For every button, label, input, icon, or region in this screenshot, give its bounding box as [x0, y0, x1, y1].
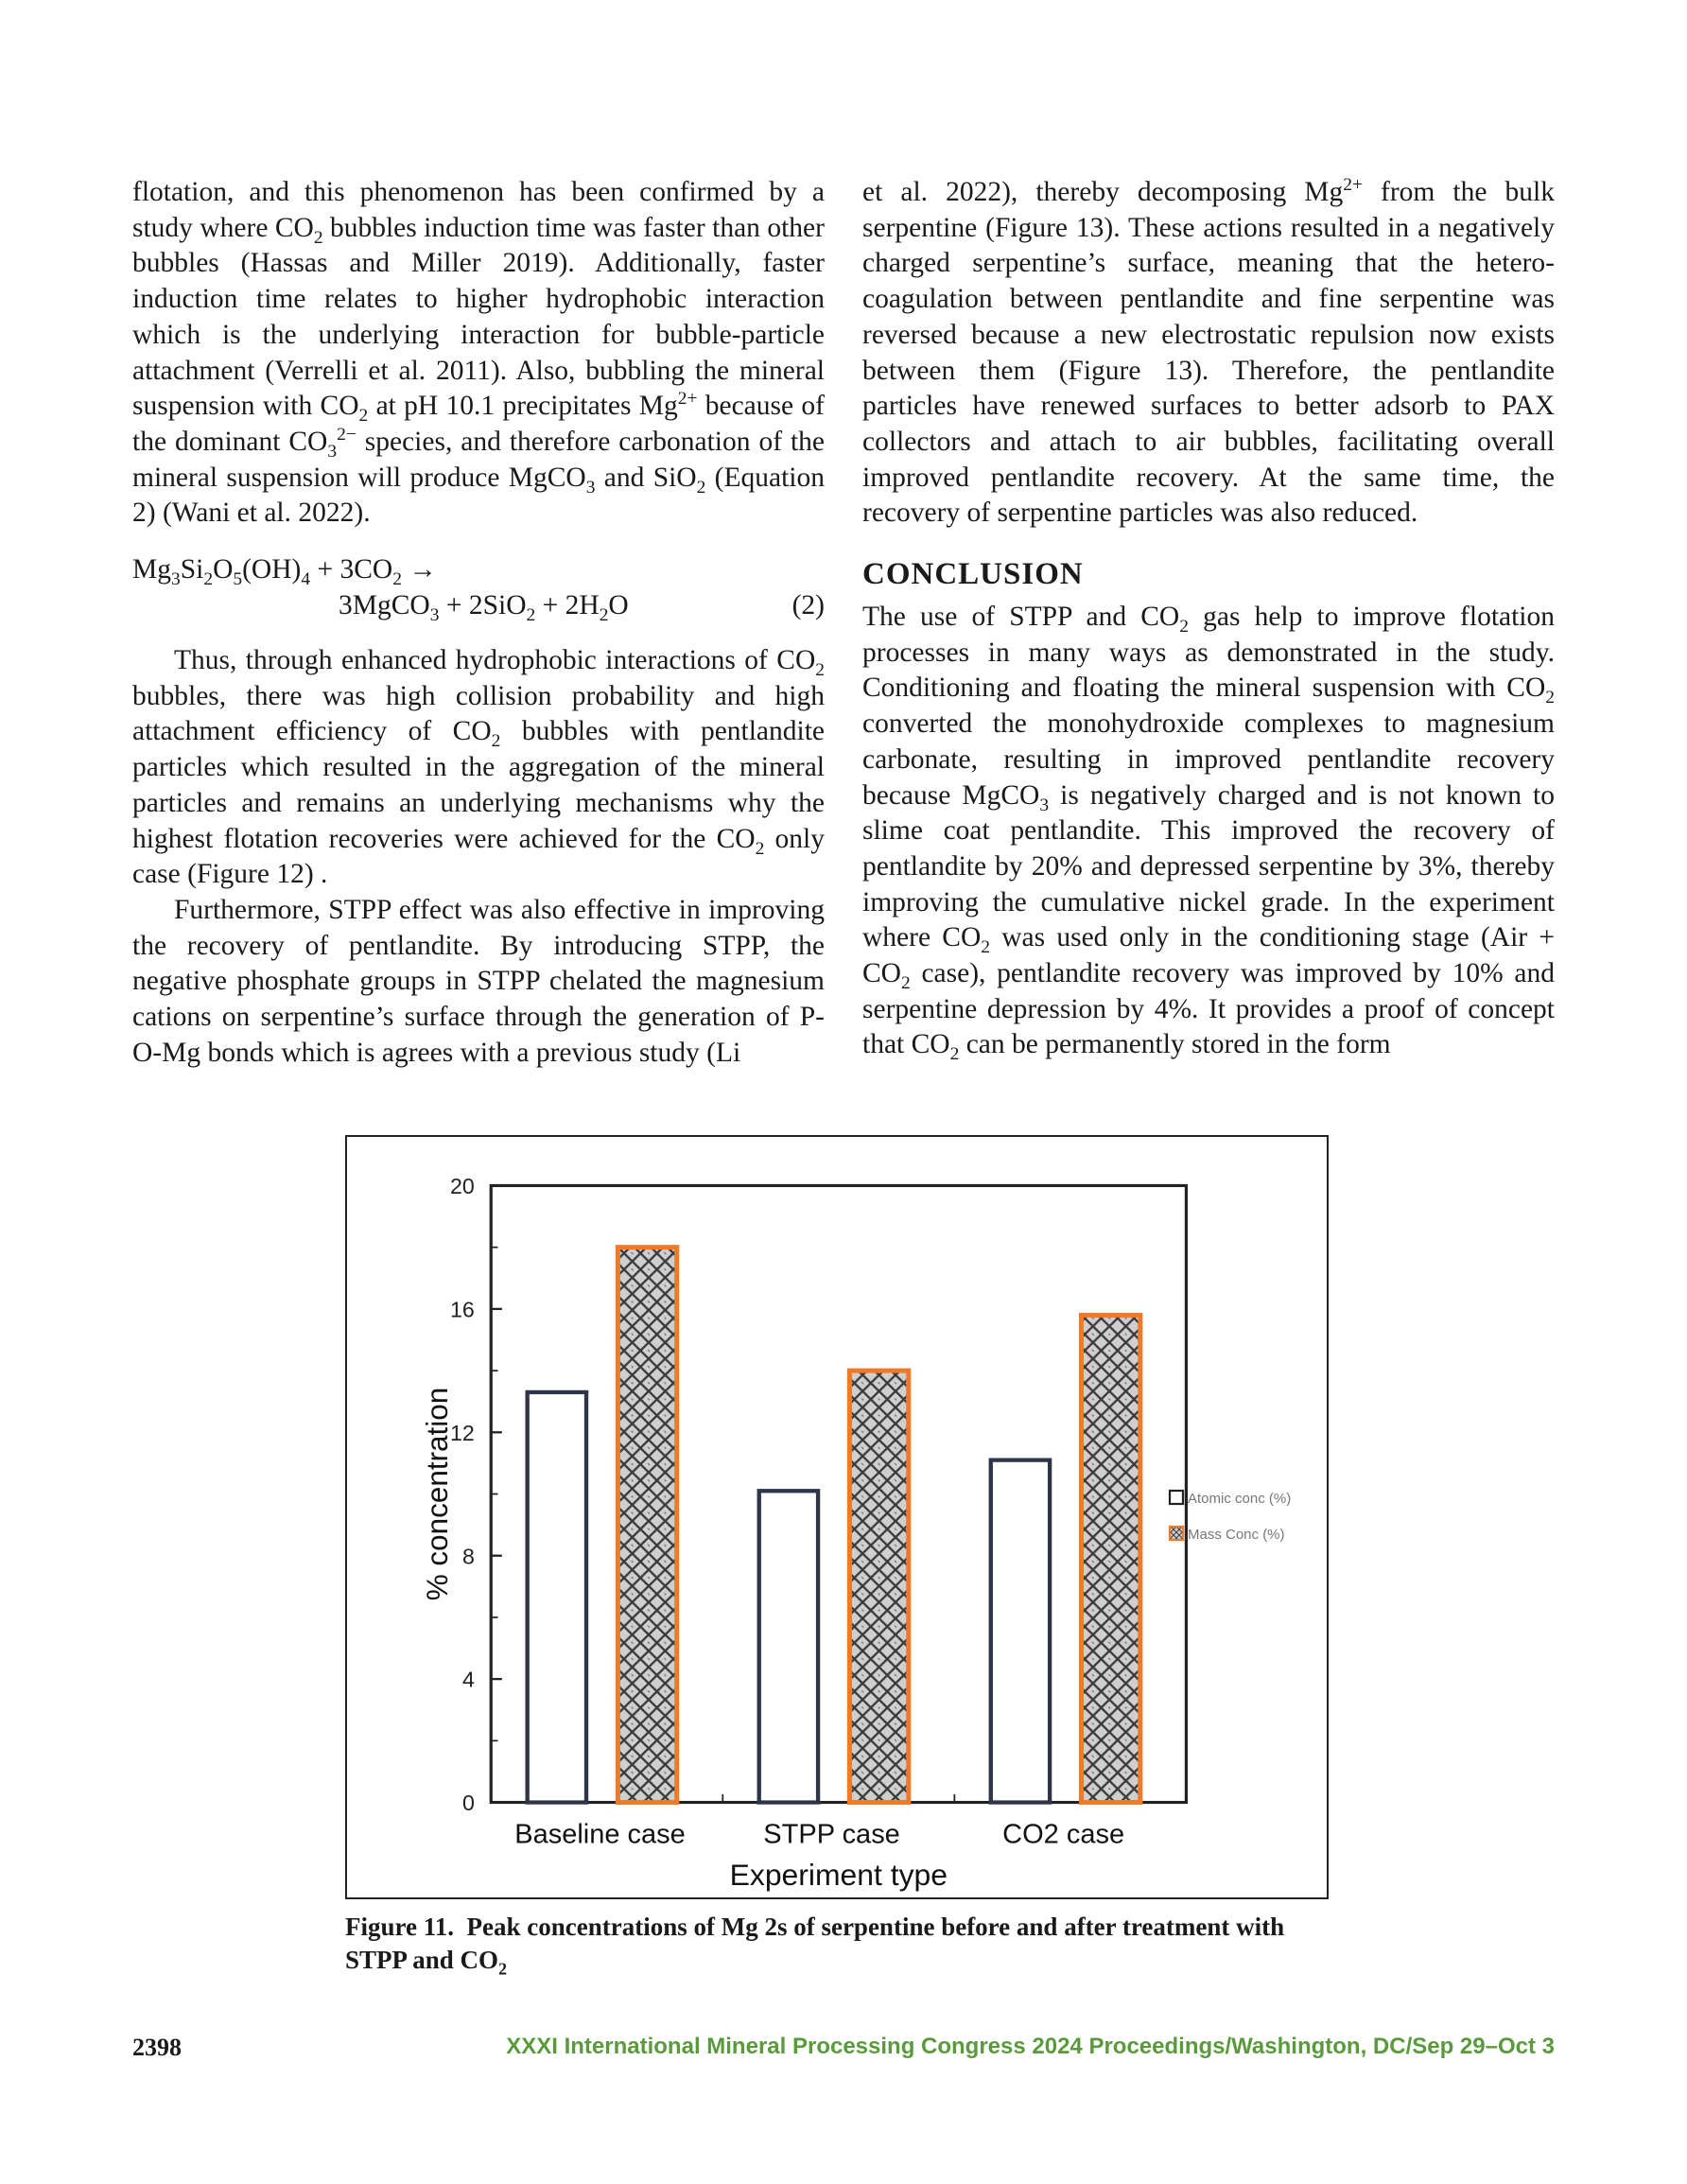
x-axis-label: Experiment type [729, 1857, 948, 1892]
legend-label: Atomic conc (%) [1188, 1491, 1292, 1507]
bar-atomic-1 [759, 1491, 818, 1802]
paragraph: flotation, and this phenomenon has been confirmed by a study where $CO_2$ bubbles induction time was faster than other bubbles (Hassas and Miller 2019). Additionally, faster induction time relates to higher hydrophobic interaction which is the underlying interaction for bubble-particle attachment (Verrelli et al. 2011). Also, bubbling the mineral suspension with $CO_2$ at pH 10.1 precipitates $Mg^{2+}$ because of the dominant $CO_3^{2-}$ species, and therefore carbonation of the mineral suspension will produce MgCO$_3$ and SiO$_2$ (Equation 2) (Wani et al. 2022). [132, 177, 826, 529]
figure-11 [345, 1135, 1329, 1899]
y-tick-label: 0 [461, 1791, 475, 1816]
y-tick-label: 4 [461, 1667, 475, 1692]
legend-swatch-0 [1170, 1491, 1183, 1504]
y-tick-label: 16 [450, 1297, 475, 1322]
equation-2 [132, 552, 825, 626]
bar-mass-1 [849, 1371, 908, 1802]
right-column [862, 175, 1555, 1063]
bar-mass-2 [1081, 1315, 1139, 1802]
y-axis-label: % concentration [419, 1387, 454, 1601]
bar-atomic-0 [528, 1392, 586, 1803]
figure-frame [346, 1136, 1328, 1898]
x-tick-label: STPP case [763, 1819, 900, 1850]
figure-caption-text: Peak concentrations of Mg 2s of serpentine before and after treatment with STPP and $CO_2$ [345, 1913, 1285, 1979]
left-column [132, 175, 825, 1071]
page-number: 2398 [132, 2034, 182, 2061]
bar-mass-0 [617, 1248, 676, 1803]
paragraph: The use of STPP and $CO_2$ gas help to improve flotation processes in many ways as demonstrated in the study. Conditioning and floating the mineral suspension with $CO_2$ converted the monohydroxide complexes to magnesium carbonate, resulting in improved pentlandite recovery because MgCO$_3$ is negatively charged and is not known to slime coat pentlandite. This improved the recovery of pentlandite by 20% and depressed serpentine by 3%, thereby improving the cumulative nickel grade. In the experiment where $CO_2$ was used only in the conditioning stage ($Air + CO_2$ case), pentlandite recovery was improved by 10% and serpentine depression by 4%. It provides a proof of concept that $CO_2$ can be permanently stored in the form [862, 602, 1555, 1065]
y-tick-label: 12 [450, 1421, 475, 1445]
section-heading: CONCLUSION [862, 557, 1084, 592]
figure-label: Figure 11. [345, 1913, 455, 1941]
bar-chart [345, 1135, 1329, 1899]
paragraph: Furthermore, STPP effect was also effective in improving the recovery of pentlandite. By introducing STPP, the negative phosphate groups in STPP chelated the magnesium cations on serpentine’s surface through the generation of P-O-Mg bonds which is agrees with a previous study (Li [132, 894, 825, 1068]
equation-number: (2) [791, 590, 825, 621]
y-tick-label: 20 [450, 1174, 475, 1199]
legend-swatch-1 [1170, 1527, 1183, 1540]
running-footer: XXXI International Mineral Processing Congress 2024 Proceedings/Washington, DC/Sep 29–Oct 3 [506, 2034, 1555, 2059]
equation-line-1: $Mg_3Si_2O_5(OH)_4 + 3CO_2$ → [132, 554, 437, 589]
paragraph: Thus, through enhanced hydrophobic interactions of $CO_2$ bubbles, there was high collision probability and high attachment efficiency of $CO_2$ bubbles with pentlandite particles which resulted in the aggregation of the mineral particles and remains an underlying mechanisms why the highest flotation recoveries were achieved for the $CO_2$ only case (Figure 12) . [132, 645, 826, 890]
y-tick-label: 8 [461, 1544, 475, 1569]
figure-caption [345, 1911, 1329, 1977]
legend-label: Mass Conc (%) [1188, 1527, 1285, 1543]
bar-atomic-2 [991, 1460, 1050, 1803]
equation-line-2: 3MgCO$_3$ + $2SiO_2 + 2H_2O$ [339, 590, 629, 625]
x-tick-label: CO2 case [1002, 1819, 1125, 1850]
x-tick-label: Baseline case [514, 1819, 686, 1850]
paragraph: et al. 2022), thereby decomposing $Mg^{2+}$ from the bulk serpentine (Figure 13). These actions resulted in a negatively charged serpentine’s surface, meaning that the hetero-coagulation between pentlandite and fine serpentine was reversed because a new electrostatic repulsion now exists between them (Figure 13). Therefore, the pentlandite particles have renewed surfaces to better adsorb to PAX collectors and attach to air bubbles, facilitating overall improved pentlandite recovery. At the same time, the recovery of serpentine particles was also reduced. [862, 175, 1555, 529]
